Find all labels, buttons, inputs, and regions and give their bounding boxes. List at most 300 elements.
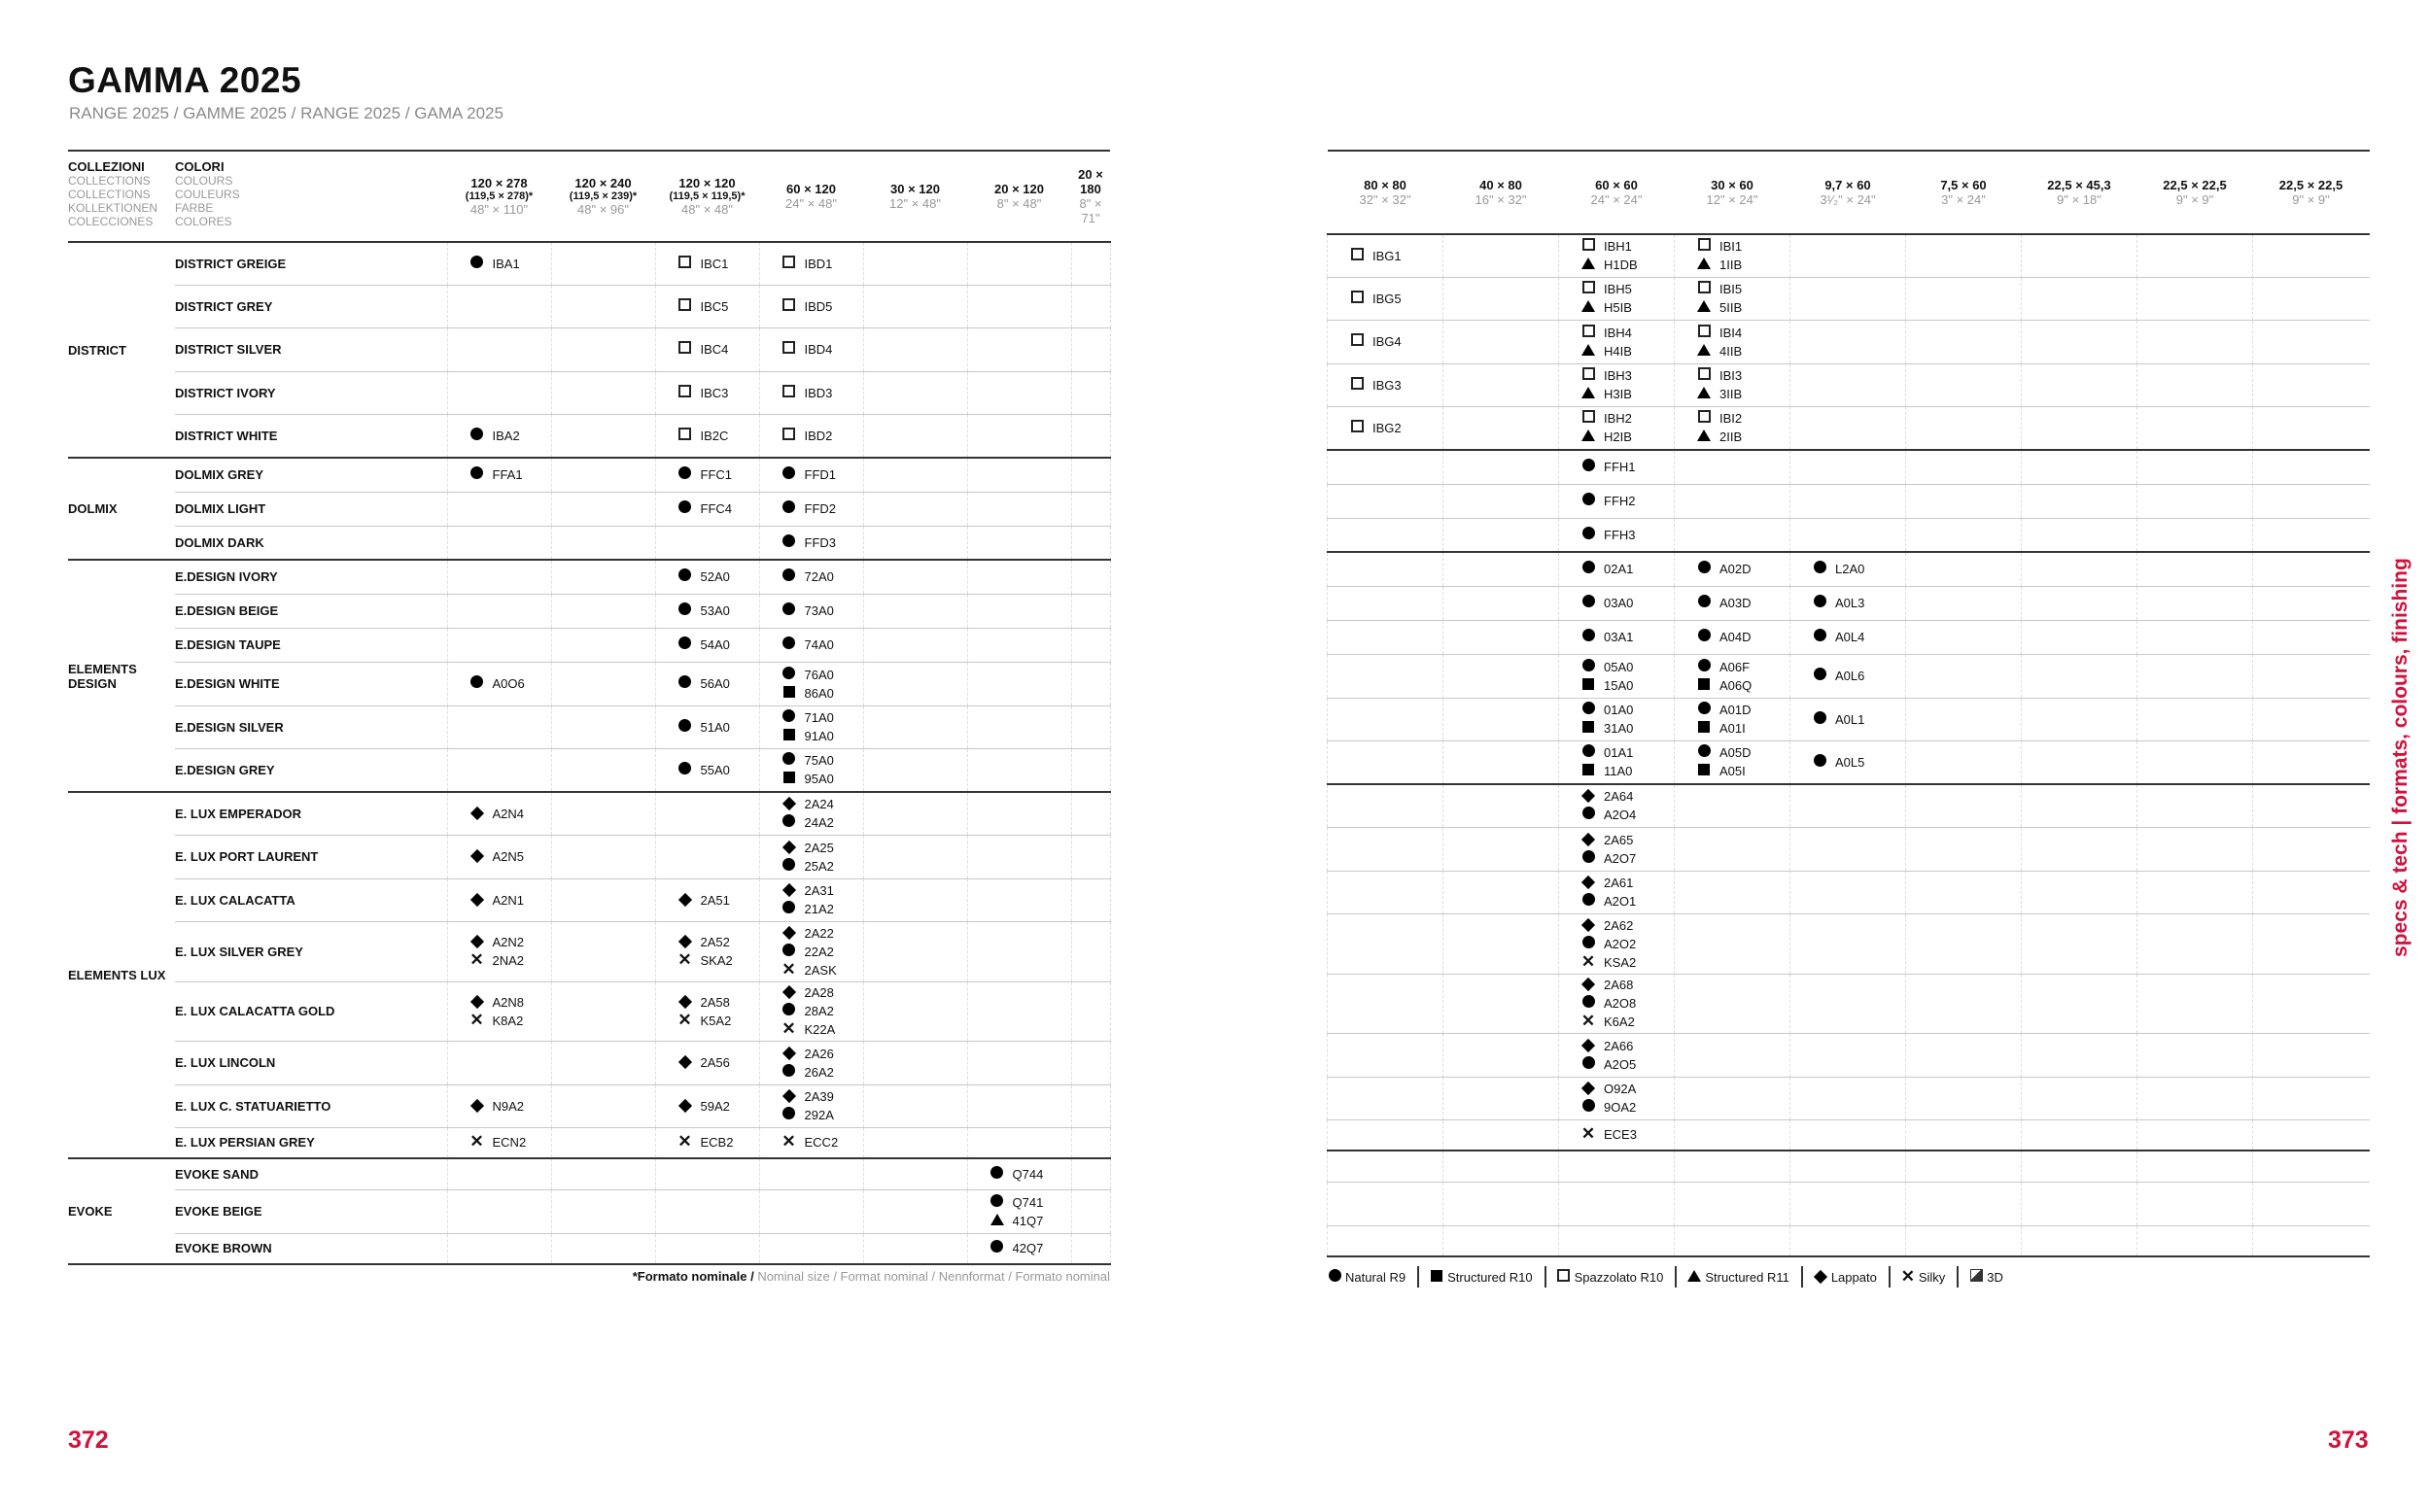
- tile-code-cell: [2253, 913, 2370, 974]
- footnote-translations: Nominal size / Format nominal / Nennformat / Formato nominal: [757, 1269, 1110, 1284]
- tile-code-cell: [1328, 552, 1443, 586]
- tile-code-cell: [1675, 620, 1790, 654]
- tile-code-cell: [2137, 450, 2253, 484]
- tile-code-cell: [2022, 913, 2137, 974]
- tile-code-cell: [863, 371, 967, 414]
- tile-code-cell: [2022, 827, 2137, 871]
- tile-code-label: A2O1: [1604, 894, 1637, 909]
- format-inches: 48" × 96": [577, 202, 629, 217]
- tile-code-cell: [759, 492, 863, 526]
- tile-code-cell: [1328, 698, 1443, 740]
- tile-code-cell: [2137, 913, 2253, 974]
- format-size: 9,7 × 60: [1824, 178, 1871, 192]
- tile-code: [781, 943, 863, 961]
- tile-code: [1580, 560, 1674, 578]
- tile-code-cell: [2137, 974, 2253, 1033]
- tile-code: [781, 601, 863, 620]
- tile-code-cell: [2253, 552, 2370, 586]
- tile-code-label: A05D: [1719, 745, 1752, 761]
- tile-code-cell: [1675, 913, 1790, 974]
- tile-code-cell: [1559, 1119, 1675, 1151]
- tile-code-cell: [967, 1041, 1071, 1084]
- tile-code-cell: [447, 1233, 551, 1264]
- tile-code-cell: [863, 1189, 967, 1233]
- tile-code: [1696, 658, 1789, 676]
- color-name: E. LUX CALACATTA GOLD: [175, 981, 447, 1041]
- tile-code-cell: [655, 1041, 759, 1084]
- tile-code-label: A2N4: [492, 806, 525, 821]
- tile-code-cell: [1328, 1033, 1443, 1077]
- tile-code-cell: [863, 560, 967, 594]
- tile-code-cell: [2137, 1077, 2253, 1119]
- tile-code-cell: [759, 878, 863, 921]
- tile-code-cell: [1790, 552, 1906, 586]
- natural-r9-dot-icon: [1696, 658, 1712, 676]
- silky-cross-icon: ✕: [781, 1019, 796, 1038]
- tile-code-cell: [1906, 1033, 2022, 1077]
- table-row: [68, 662, 1110, 705]
- tile-code-cell: [1906, 406, 2022, 450]
- lappato-diamond-icon: [781, 924, 797, 943]
- tile-code-cell: [2253, 484, 2370, 518]
- header-collections-translation: COLLECTIONS: [68, 188, 151, 201]
- tile-code-label: ECC2: [804, 1135, 839, 1151]
- tile-code-cell: [863, 705, 967, 748]
- tile-code-cell: [1559, 552, 1675, 586]
- tile-code: [781, 684, 863, 703]
- table-row: [68, 1084, 1110, 1127]
- tile-code-cell: [1443, 586, 1559, 620]
- tile-code-cell: [759, 1041, 863, 1084]
- tile-code-cell: [863, 878, 967, 921]
- natural-r9-dot-icon: [781, 465, 797, 484]
- tile-code-cell: [1790, 620, 1906, 654]
- tile-code-cell: [447, 1084, 551, 1127]
- page-title: GAMMA 2025: [68, 60, 302, 100]
- tile-code-cell: [1906, 654, 2022, 698]
- tile-code-label: Q744: [1012, 1166, 1044, 1182]
- tile-code-cell: [1675, 518, 1790, 552]
- spazzolato-r10-outline-square-icon: [677, 427, 693, 445]
- tile-code-label: 2A22: [804, 925, 834, 941]
- natural-r9-dot-icon: [1696, 628, 1712, 646]
- tile-code: [1696, 385, 1789, 403]
- legend-label: Spazzolato R10: [1574, 1269, 1664, 1285]
- table-row: [1328, 974, 2370, 1033]
- tile-code: [781, 795, 863, 813]
- format-header: [863, 151, 967, 242]
- color-name: DOLMIX LIGHT: [175, 492, 447, 526]
- tile-code-label: 11A0: [1604, 764, 1633, 779]
- tile-code-cell: [967, 1158, 1071, 1189]
- tile-code: [1580, 594, 1674, 612]
- tile-code-label: 95A0: [804, 772, 834, 787]
- collection-name: ELEMENTS LUX: [68, 792, 175, 1158]
- tile-code-cell: [759, 594, 863, 628]
- tile-code: [677, 601, 759, 620]
- tile-code-cell: [1675, 784, 1790, 827]
- legend-item: [1957, 1266, 2015, 1288]
- tile-code-cell: [1906, 1182, 2022, 1225]
- tile-code-cell: [1328, 363, 1443, 406]
- lappato-diamond-icon: [469, 1097, 485, 1116]
- table-row: [1328, 913, 2370, 974]
- tile-code-cell: [863, 835, 967, 878]
- tile-code: [1580, 342, 1674, 361]
- silky-cross-icon: ✕: [677, 950, 692, 969]
- tile-code-cell: [1790, 484, 1906, 518]
- structured-r10-square-icon: [1696, 676, 1712, 695]
- tile-code-label: A04D: [1719, 630, 1752, 644]
- header-colors-translation: COLORES: [175, 215, 232, 228]
- header-collections-translation: KOLLEKTIONEN: [68, 201, 158, 215]
- tile-code-label: FFC4: [700, 501, 732, 516]
- tile-code-label: 74A0: [804, 637, 834, 652]
- tile-code-cell: [1328, 974, 1443, 1033]
- page-number-right: 373: [2328, 1426, 2369, 1454]
- tile-code-cell: [1906, 871, 2022, 913]
- tile-code-cell: [967, 371, 1071, 414]
- tile-code: [781, 983, 863, 1002]
- tile-code-cell: [2137, 586, 2253, 620]
- tile-code-cell: [1906, 620, 2022, 654]
- tile-code-cell: [655, 526, 759, 560]
- tile-code-cell: [759, 628, 863, 662]
- natural-r9-dot-icon: [1580, 892, 1596, 911]
- natural-r9-dot-icon: [677, 465, 693, 484]
- natural-r9-dot-icon: [1580, 658, 1596, 676]
- tile-code-cell: [1675, 363, 1790, 406]
- tile-code-cell: [1328, 913, 1443, 974]
- tile-code-label: IBD2: [804, 428, 833, 443]
- tile-code-cell: [2022, 586, 2137, 620]
- tile-code-label: H2IB: [1604, 430, 1632, 445]
- tile-code-label: 54A0: [700, 637, 730, 652]
- table-row: [1328, 871, 2370, 913]
- spazzolato-r10-outline-square-icon: [1349, 376, 1365, 395]
- tile-code: [781, 255, 863, 273]
- tile-code-cell: [967, 285, 1071, 327]
- tile-code: [1580, 831, 1674, 849]
- tile-code-label: A2O7: [1604, 850, 1637, 866]
- tile-code-cell: [2253, 320, 2370, 363]
- natural-r9-dot-icon: [677, 567, 693, 586]
- header-colors-translation: COLOURS: [175, 174, 233, 188]
- tile-code-cell: [1443, 277, 1559, 320]
- tile-code-label: 2A65: [1604, 832, 1634, 847]
- format-inches: 8" × 48": [996, 196, 1042, 211]
- tile-code-label: A05I: [1719, 764, 1746, 779]
- tile-code-cell: [1328, 450, 1443, 484]
- color-name: E.DESIGN WHITE: [175, 662, 447, 705]
- format-size: 22,5 × 45,3: [2047, 178, 2111, 192]
- table-row: [68, 458, 1110, 492]
- natural-r9-dot-icon: [1580, 594, 1596, 612]
- natural-r9-dot-icon: [1580, 806, 1596, 824]
- table-row: [1328, 1033, 2370, 1077]
- tile-code-label: 73A0: [804, 603, 834, 618]
- tile-code-cell: [2137, 484, 2253, 518]
- tile-code-cell: [1906, 1225, 2022, 1256]
- table-row: [68, 1041, 1110, 1084]
- spazzolato-r10-outline-square-icon: [1349, 332, 1365, 351]
- tile-code: [1696, 762, 1789, 780]
- tile-code-cell: [1559, 1225, 1675, 1256]
- tile-code-label: 02A1: [1604, 562, 1634, 577]
- tile-code-cell: [1443, 552, 1559, 586]
- tile-code: [677, 1133, 759, 1151]
- tile-code-cell: [447, 285, 551, 327]
- tile-code-cell: [551, 371, 655, 414]
- footnote-bold: *Formato nominale /: [632, 1269, 758, 1284]
- tile-code-cell: [1675, 1077, 1790, 1119]
- tile-code-cell: [1071, 628, 1110, 662]
- tile-code-label: A0L3: [1835, 596, 1865, 610]
- format-inches: 9" × 9": [2175, 192, 2214, 207]
- tile-code: [677, 891, 759, 910]
- tile-code-cell: [1559, 698, 1675, 740]
- natural-r9-dot-icon: [781, 900, 797, 918]
- tile-code: [1580, 1098, 1674, 1117]
- lappato-diamond-icon: [1580, 787, 1596, 806]
- tile-code-label: FFD2: [804, 501, 836, 516]
- spazzolato-r10-outline-square-icon: [677, 340, 693, 359]
- tile-code-cell: [551, 792, 655, 835]
- tile-code-cell: [759, 921, 863, 981]
- tile-code-cell: [1559, 1182, 1675, 1225]
- tile-code: [781, 1063, 863, 1082]
- tile-code-label: 2A28: [804, 985, 834, 1000]
- silky-cross-icon: ✕: [781, 959, 796, 979]
- nominal-size-footnote: [583, 1269, 1110, 1284]
- color-name: E.DESIGN SILVER: [175, 705, 447, 748]
- tile-code-cell: [2253, 450, 2370, 484]
- tile-code-cell: [655, 560, 759, 594]
- tile-code: [1580, 916, 1674, 935]
- tile-code-cell: [2253, 1077, 2370, 1119]
- natural-r9-dot-icon: [1327, 1269, 1342, 1285]
- tile-code-cell: [2253, 406, 2370, 450]
- table-row: [1328, 827, 2370, 871]
- tile-code-cell: [1559, 586, 1675, 620]
- tile-code-cell: [447, 878, 551, 921]
- tile-code-cell: [1071, 1158, 1110, 1189]
- table-row: [1328, 1182, 2370, 1225]
- tile-code: [677, 499, 759, 518]
- tile-code: [1580, 409, 1674, 428]
- tile-code-cell: [1443, 620, 1559, 654]
- tile-code-cell: [1559, 234, 1675, 277]
- format-header: [447, 151, 551, 242]
- tile-code-label: 2A39: [804, 1089, 834, 1104]
- tile-code-cell: [447, 414, 551, 458]
- tile-code-cell: [1906, 518, 2022, 552]
- tile-code: [469, 1012, 551, 1030]
- tile-code-cell: [2137, 518, 2253, 552]
- tile-code-cell: [759, 327, 863, 371]
- table-row: [1328, 586, 2370, 620]
- tile-code-cell: [2137, 620, 2253, 654]
- tile-code: [781, 881, 863, 900]
- tile-code-cell: [759, 560, 863, 594]
- natural-r9-dot-icon: [677, 674, 693, 693]
- tile-code-cell: [759, 526, 863, 560]
- tile-code-cell: [967, 1127, 1071, 1158]
- tile-code: [677, 427, 759, 445]
- lappato-diamond-icon: [1813, 1270, 1828, 1285]
- tile-code-label: 24A2: [804, 815, 834, 831]
- lappato-diamond-icon: [469, 805, 485, 823]
- tile-code: [781, 751, 863, 770]
- tile-code: [989, 1212, 1071, 1230]
- tile-code-cell: [863, 1084, 967, 1127]
- tile-code-cell: [2022, 406, 2137, 450]
- tile-code-cell: [655, 327, 759, 371]
- tile-code-cell: [967, 526, 1071, 560]
- tile-code-label: 2NA2: [492, 953, 525, 968]
- tile-code-cell: [2137, 277, 2253, 320]
- tile-code-cell: [1790, 913, 1906, 974]
- lappato-diamond-icon: [469, 933, 485, 951]
- tile-code: [1696, 280, 1789, 298]
- format-header: [551, 151, 655, 242]
- tile-code: [781, 857, 863, 876]
- tile-code-cell: [2253, 974, 2370, 1033]
- tile-code-cell: [1675, 1033, 1790, 1077]
- tile-code-cell: [551, 1084, 655, 1127]
- tile-code: [1812, 753, 1905, 772]
- tile-code-cell: [1071, 492, 1110, 526]
- tile-code: [1349, 332, 1442, 351]
- tile-code: [469, 1133, 551, 1151]
- tile-code: [781, 499, 863, 518]
- natural-r9-dot-icon: [781, 499, 797, 518]
- tile-code-label: 9OA2: [1604, 1100, 1637, 1115]
- tile-code: [677, 567, 759, 586]
- tile-code-cell: [1071, 792, 1110, 835]
- spazzolato-r10-outline-square-icon: [781, 297, 797, 316]
- tile-code-label: A02D: [1719, 562, 1752, 577]
- natural-r9-dot-icon: [781, 857, 797, 876]
- natural-r9-dot-icon: [989, 1165, 1005, 1184]
- tile-code: [469, 805, 551, 823]
- tile-code-cell: [447, 792, 551, 835]
- tile-code-cell: [759, 285, 863, 327]
- format-size: 30 × 120: [890, 182, 940, 196]
- tile-code: [1580, 676, 1674, 695]
- format-nominal-size: (119,5 × 239)*: [569, 190, 638, 202]
- tile-code-cell: [1328, 1225, 1443, 1256]
- spazzolato-r10-outline-square-icon: [1580, 324, 1596, 342]
- lappato-diamond-icon: [781, 839, 797, 857]
- legend-label: 3D: [1987, 1269, 2003, 1285]
- tile-code-cell: [967, 414, 1071, 458]
- spazzolato-r10-outline-square-icon: [1696, 366, 1712, 385]
- color-name: EVOKE BEIGE: [175, 1189, 447, 1233]
- table-row: [1328, 484, 2370, 518]
- tile-code-cell: [447, 327, 551, 371]
- natural-r9-dot-icon: [781, 943, 797, 961]
- tile-code-label: IBC1: [700, 256, 729, 271]
- tile-code-label: 2ASK: [804, 962, 837, 978]
- silky-cross-icon: ✕: [1580, 951, 1596, 971]
- color-name: E. LUX EMPERADOR: [175, 792, 447, 835]
- tile-code-cell: [1906, 913, 2022, 974]
- tile-code: [1580, 280, 1674, 298]
- lappato-diamond-icon: [677, 1097, 693, 1116]
- tile-code-cell: [1443, 1077, 1559, 1119]
- tile-code-cell: [863, 526, 967, 560]
- tile-code-cell: [2022, 1182, 2137, 1225]
- natural-r9-dot-icon: [781, 601, 797, 620]
- tile-code: [781, 1133, 863, 1151]
- tile-code-label: IBG4: [1372, 334, 1402, 349]
- table-row: [1328, 277, 2370, 320]
- silky-cross-icon: ✕: [469, 950, 484, 969]
- tile-code-label: K8A2: [492, 1013, 524, 1028]
- tile-code-cell: [551, 1189, 655, 1233]
- tile-code: [677, 340, 759, 359]
- tile-code-label: 2A31: [804, 883, 834, 898]
- tile-code-label: 22A2: [804, 944, 834, 959]
- tile-code-cell: [2137, 1033, 2253, 1077]
- spazzolato-r10-outline-square-icon: [1556, 1269, 1572, 1285]
- natural-r9-dot-icon: [677, 601, 693, 620]
- tile-code-cell: [759, 1189, 863, 1233]
- tile-code: [781, 533, 863, 552]
- tile-code-cell: [1071, 1127, 1110, 1158]
- table-row: [68, 327, 1110, 371]
- tile-code-cell: [655, 594, 759, 628]
- tile-code-cell: [2137, 1151, 2253, 1182]
- natural-r9-dot-icon: [781, 751, 797, 770]
- tile-code-cell: [967, 1233, 1071, 1264]
- tile-code-cell: [1443, 974, 1559, 1033]
- lappato-diamond-icon: [1580, 831, 1596, 849]
- format-header: [655, 151, 759, 242]
- tile-code-cell: [759, 792, 863, 835]
- table-row: [68, 705, 1110, 748]
- natural-r9-dot-icon: [1812, 710, 1827, 729]
- tile-code-cell: [863, 414, 967, 458]
- silky-cross-icon: ✕: [1580, 1124, 1596, 1144]
- natural-r9-dot-icon: [781, 567, 797, 586]
- tile-code-cell: [447, 1189, 551, 1233]
- tile-code: [1580, 492, 1674, 510]
- natural-r9-dot-icon: [1696, 701, 1712, 719]
- tile-code-cell: [2253, 586, 2370, 620]
- tile-code-cell: [1790, 363, 1906, 406]
- tile-code-cell: [863, 628, 967, 662]
- tile-code: [1580, 628, 1674, 646]
- tile-code-label: A2N8: [492, 994, 525, 1010]
- tile-code-cell: [1675, 1182, 1790, 1225]
- tile-code-cell: [655, 981, 759, 1041]
- tile-code: [1696, 428, 1789, 446]
- color-name: DISTRICT GREIGE: [175, 242, 447, 285]
- tile-code: [469, 847, 551, 866]
- tile-code: [1580, 849, 1674, 868]
- color-name: DISTRICT WHITE: [175, 414, 447, 458]
- natural-r9-dot-icon: [1580, 492, 1596, 510]
- tile-code-cell: [2137, 406, 2253, 450]
- table-row: [68, 748, 1110, 792]
- table-row: [1328, 1225, 2370, 1256]
- format-size: 7,5 × 60: [1940, 178, 1987, 192]
- tile-code-cell: [863, 1127, 967, 1158]
- tile-code-cell: [1790, 1033, 1906, 1077]
- tile-code-label: 42Q7: [1012, 1241, 1044, 1256]
